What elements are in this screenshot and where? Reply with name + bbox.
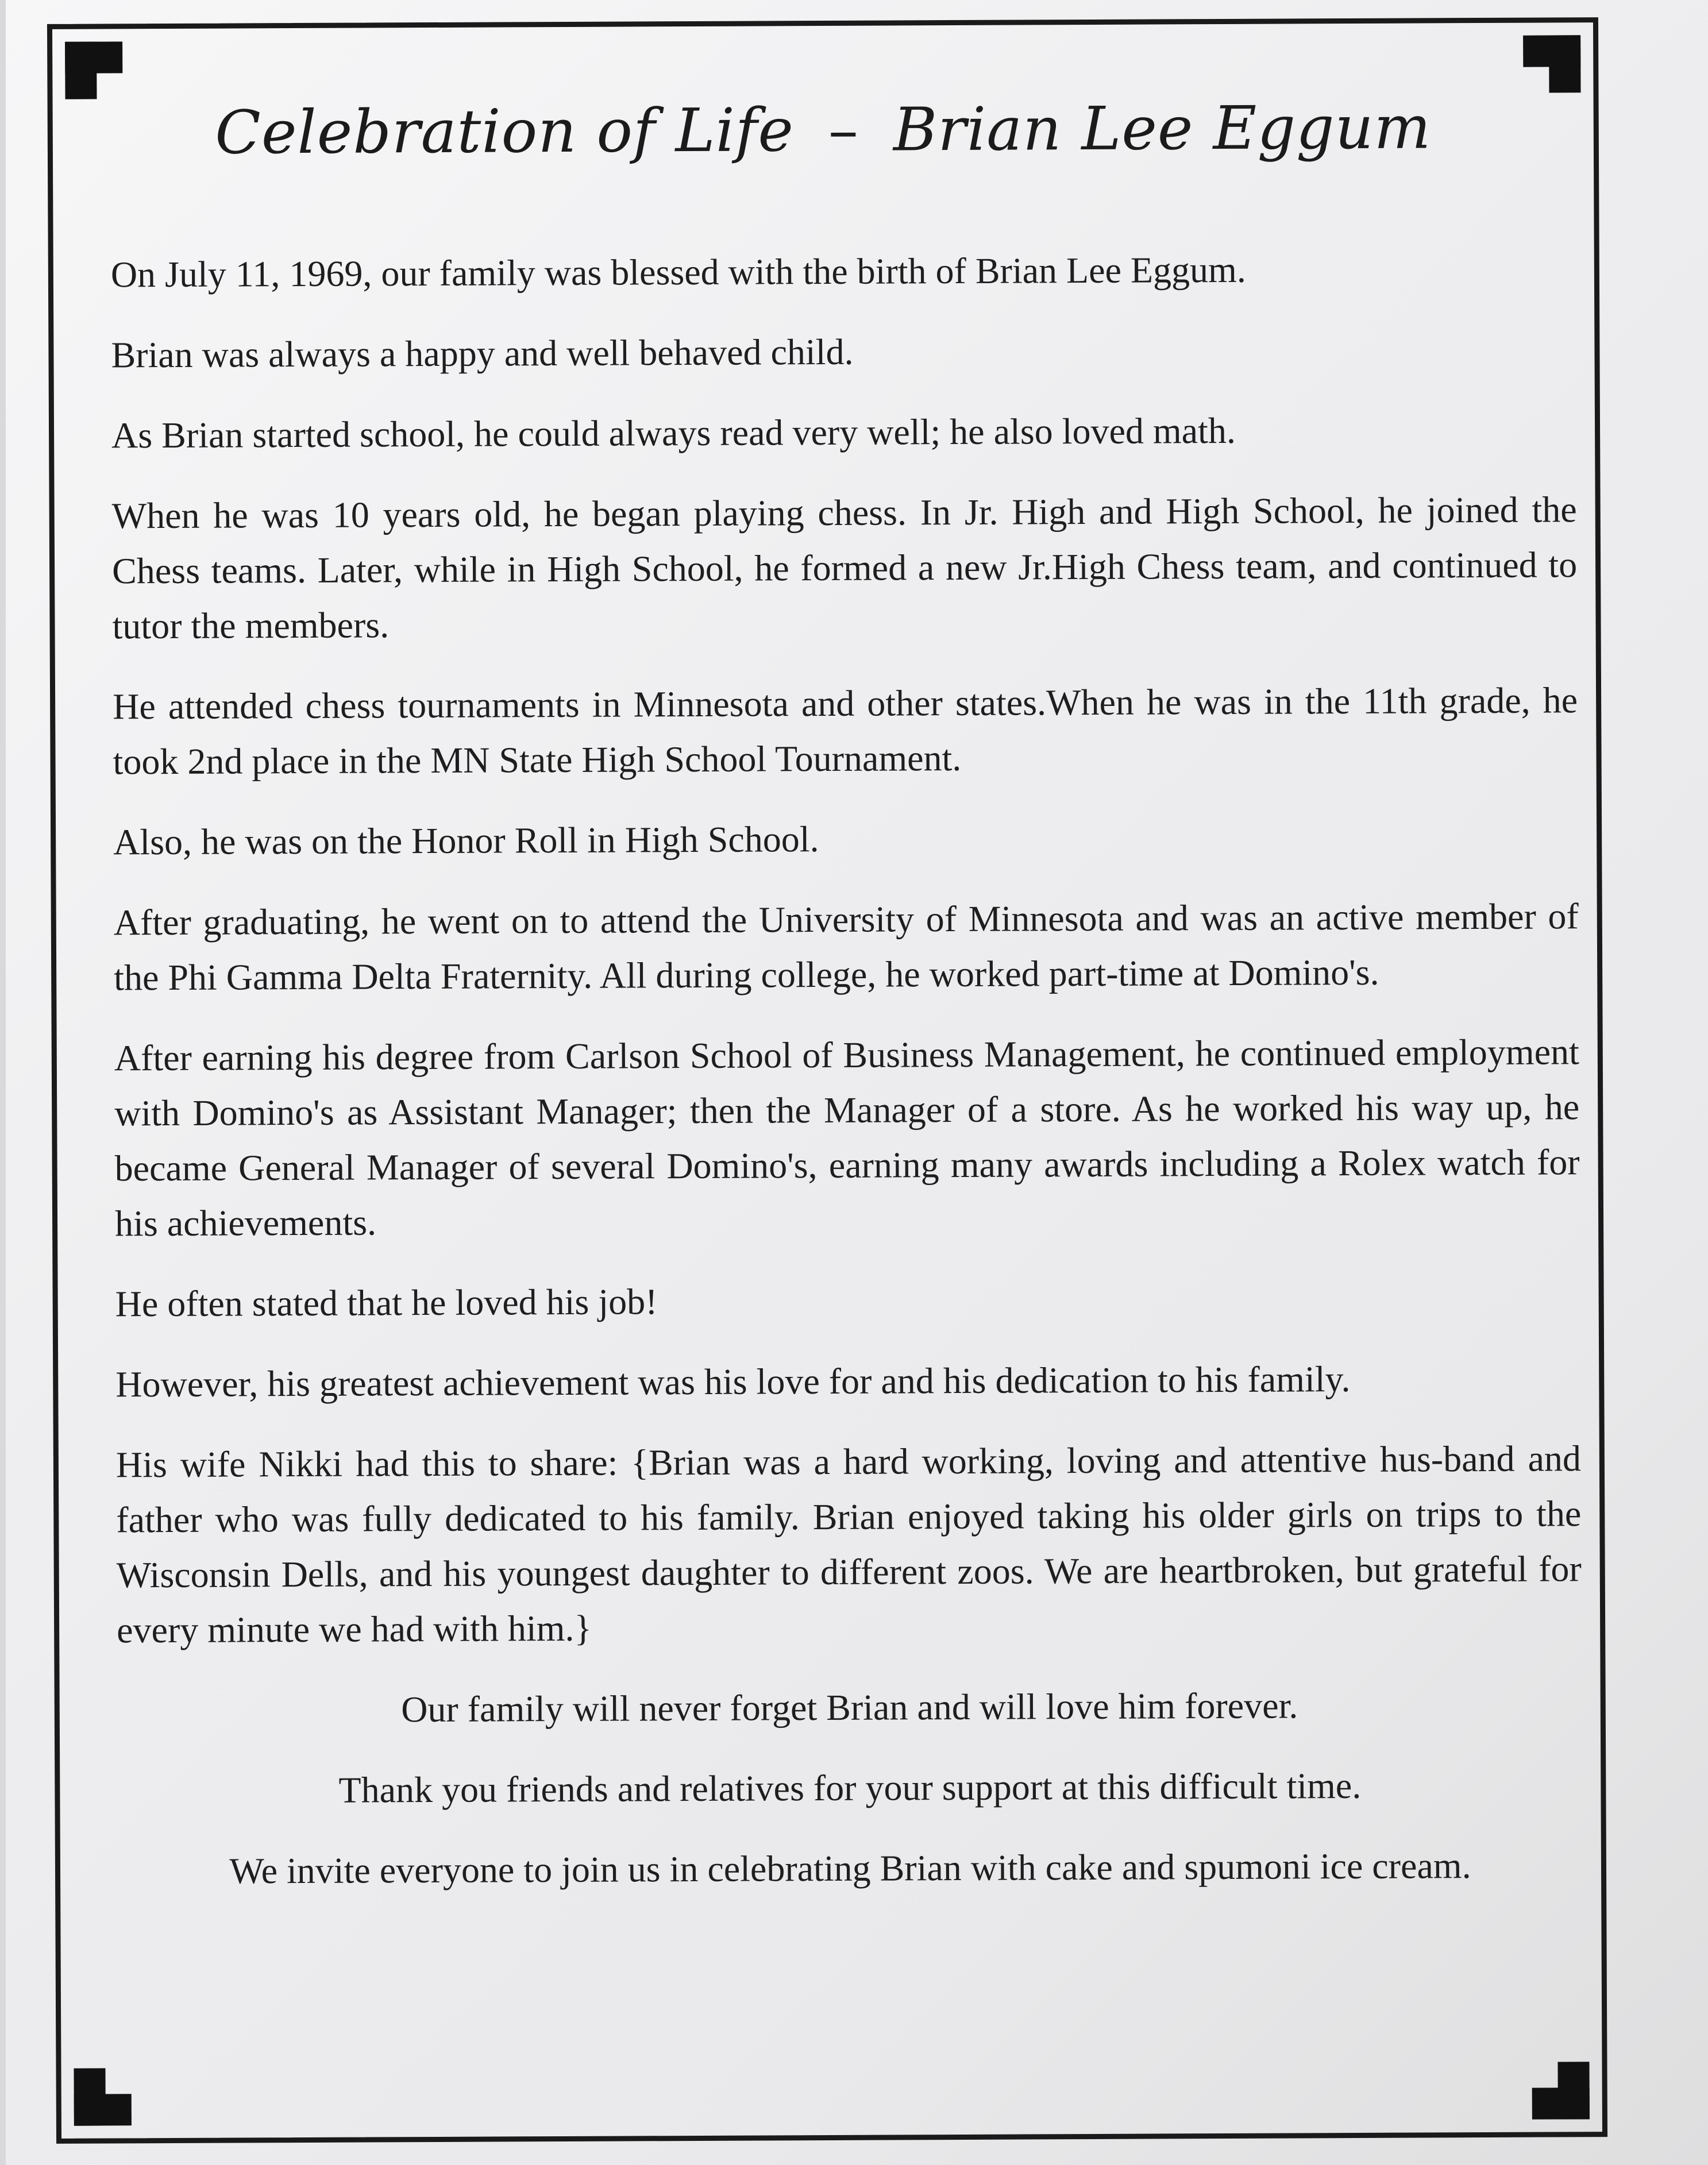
page-title (53, 91, 1594, 168)
closing-line-thanks: Thank you friends and relatives for your support at this difficult time. (338, 1765, 1362, 1811)
paragraph-tournaments: He attended chess tournaments in Minnesota and other states.When he was in the 11th grade, he took 2nd place in the MN State High School Tournament. (112, 680, 1578, 782)
corner-ornament-top-left (65, 41, 122, 99)
document-body (111, 241, 1583, 1924)
paragraph-chess: When he was 10 years old, he began playing chess. In Jr. High and High School, he joined the Chess teams. Later, while in High School, he formed a new Jr.High Chess team, and continued to tutor the members. (111, 489, 1578, 647)
closing-line-forever: Our family will never forget Brian and will love him forever. (401, 1685, 1298, 1730)
page-border-frame (47, 17, 1607, 2144)
paragraph-birth: On July 11, 1969, our family was blessed with the birth of Brian Lee Eggum. (110, 249, 1246, 295)
title-name: Brian Lee Eggum (893, 92, 1432, 165)
paragraph-school: As Brian started school, he could always read very well; he also loved math. (111, 410, 1236, 456)
paper-sheet (6, 0, 1708, 2165)
paragraph-wife-quote: His wife Nikki had this to share: {Brian was a hard working, loving and attentive hus-band and father who was fully dedicated to his family. Brian enjoyed taking his older girls on trips to the Wisconsin Dells, and his youngest daughter to different zoos. We are heartbroken, but grateful for every minute we had with him.} (115, 1438, 1582, 1651)
closing-line-invite: We invite everyone to join us in celebrating Brian with cake and spumoni ice cream. (229, 1845, 1471, 1892)
corner-ornament-bottom-left (74, 2068, 131, 2125)
corner-ornament-bottom-right (1532, 2062, 1589, 2119)
title-separator: – (828, 94, 859, 165)
paragraph-honor-roll: Also, he was on the Honor Roll in High School. (113, 819, 819, 863)
title-celebration: Celebration of Life (215, 95, 795, 168)
paragraph-loved-job: He often stated that he loved his job! (115, 1281, 658, 1325)
paragraph-childhood: Brian was always a happy and well behaved child. (111, 331, 854, 376)
paragraph-career: After earning his degree from Carlson School of Business Management, he continued employment with Domino's as Assistant Manager; then the Manager of a store. As he worked his way up, he became General Manager of several Domino's, earning many awards including a Rolex watch for his achievements. (114, 1031, 1580, 1244)
corner-ornament-top-right (1523, 35, 1580, 92)
paragraph-family: However, his greatest achievement was his love for and his dedication to his family. (115, 1359, 1351, 1405)
paragraph-university: After graduating, he went on to attend the University of Minnesota and was an active member of the Phi Gamma Delta Fraternity. All during college, he worked part-time at Domino's. (113, 896, 1579, 998)
